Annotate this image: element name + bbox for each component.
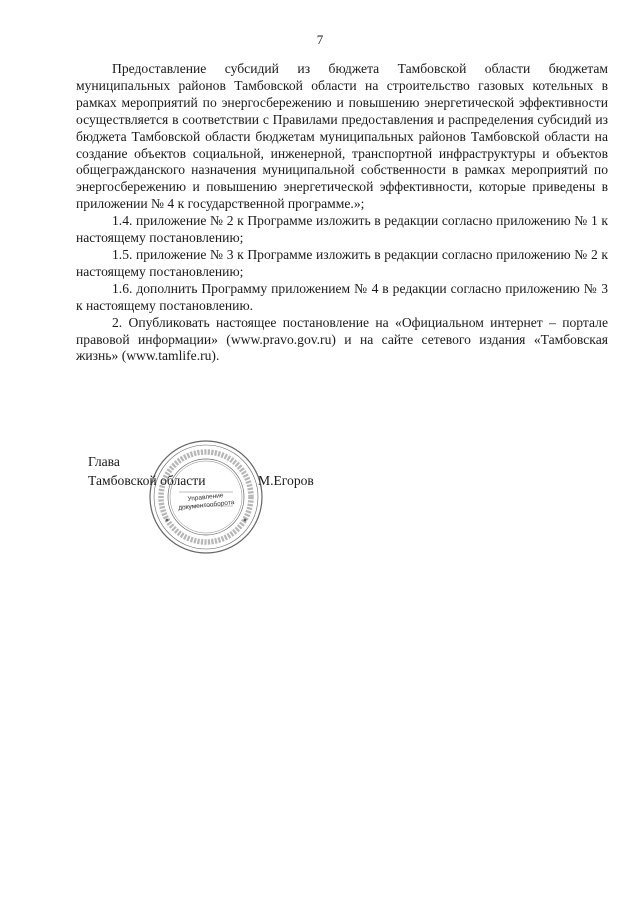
signatory-name: М.Егоров [258, 473, 314, 488]
seal-inner-text: Управление документооборота [178, 492, 235, 512]
document-body [76, 61, 608, 365]
signature-title-line1: Глава [88, 454, 120, 469]
paragraph-item-1-6: 1.6. дополнить Программу приложением № 4 в редакции согласно приложению № 3 к настоящему постановлению. [76, 280, 608, 313]
paragraph-item-2-publish: 2. Опубликовать настоящее постановление на «Официальном интернет – портале правовой информации» (www.pravo.gov.ru) и на сайте сетевого издания «Тамбовская жизнь» (www.tamlife.ru). [76, 314, 608, 364]
signature-title-line2: Тамбовской области [88, 473, 206, 488]
paragraph-subsidies: Предоставление субсидий из бюджета Тамбовской области бюджетам муниципальных районов Тамбовской области на строительство газовых котельных в рамках мероприятий по энергосбережению и повышению энергетической эффективности осуществляется в соответствии с Правилами предоставления и распределения субсидий из бюджета Тамбовской области бюджетам муниципальных районов Тамбовской области на создание объектов социальной, инженерной, транспортной инфраструктуры и объектов общегражданского назначения муниципальной собственности в рамках мероприятий по энергосбережению и повышению энергетической эффективности, которые приведены в приложении № 4 к государственной программе.»; [76, 61, 608, 212]
paragraph-item-1-4: 1.4. приложение № 2 к Программе изложить в редакции согласно приложению № 1 к настоящему постановлению; [76, 213, 608, 246]
paragraph-item-1-5: 1.5. приложение № 3 к Программе изложить в редакции согласно приложению № 2 к настоящему постановлению; [76, 246, 608, 279]
page-number: 7 [316, 32, 324, 47]
